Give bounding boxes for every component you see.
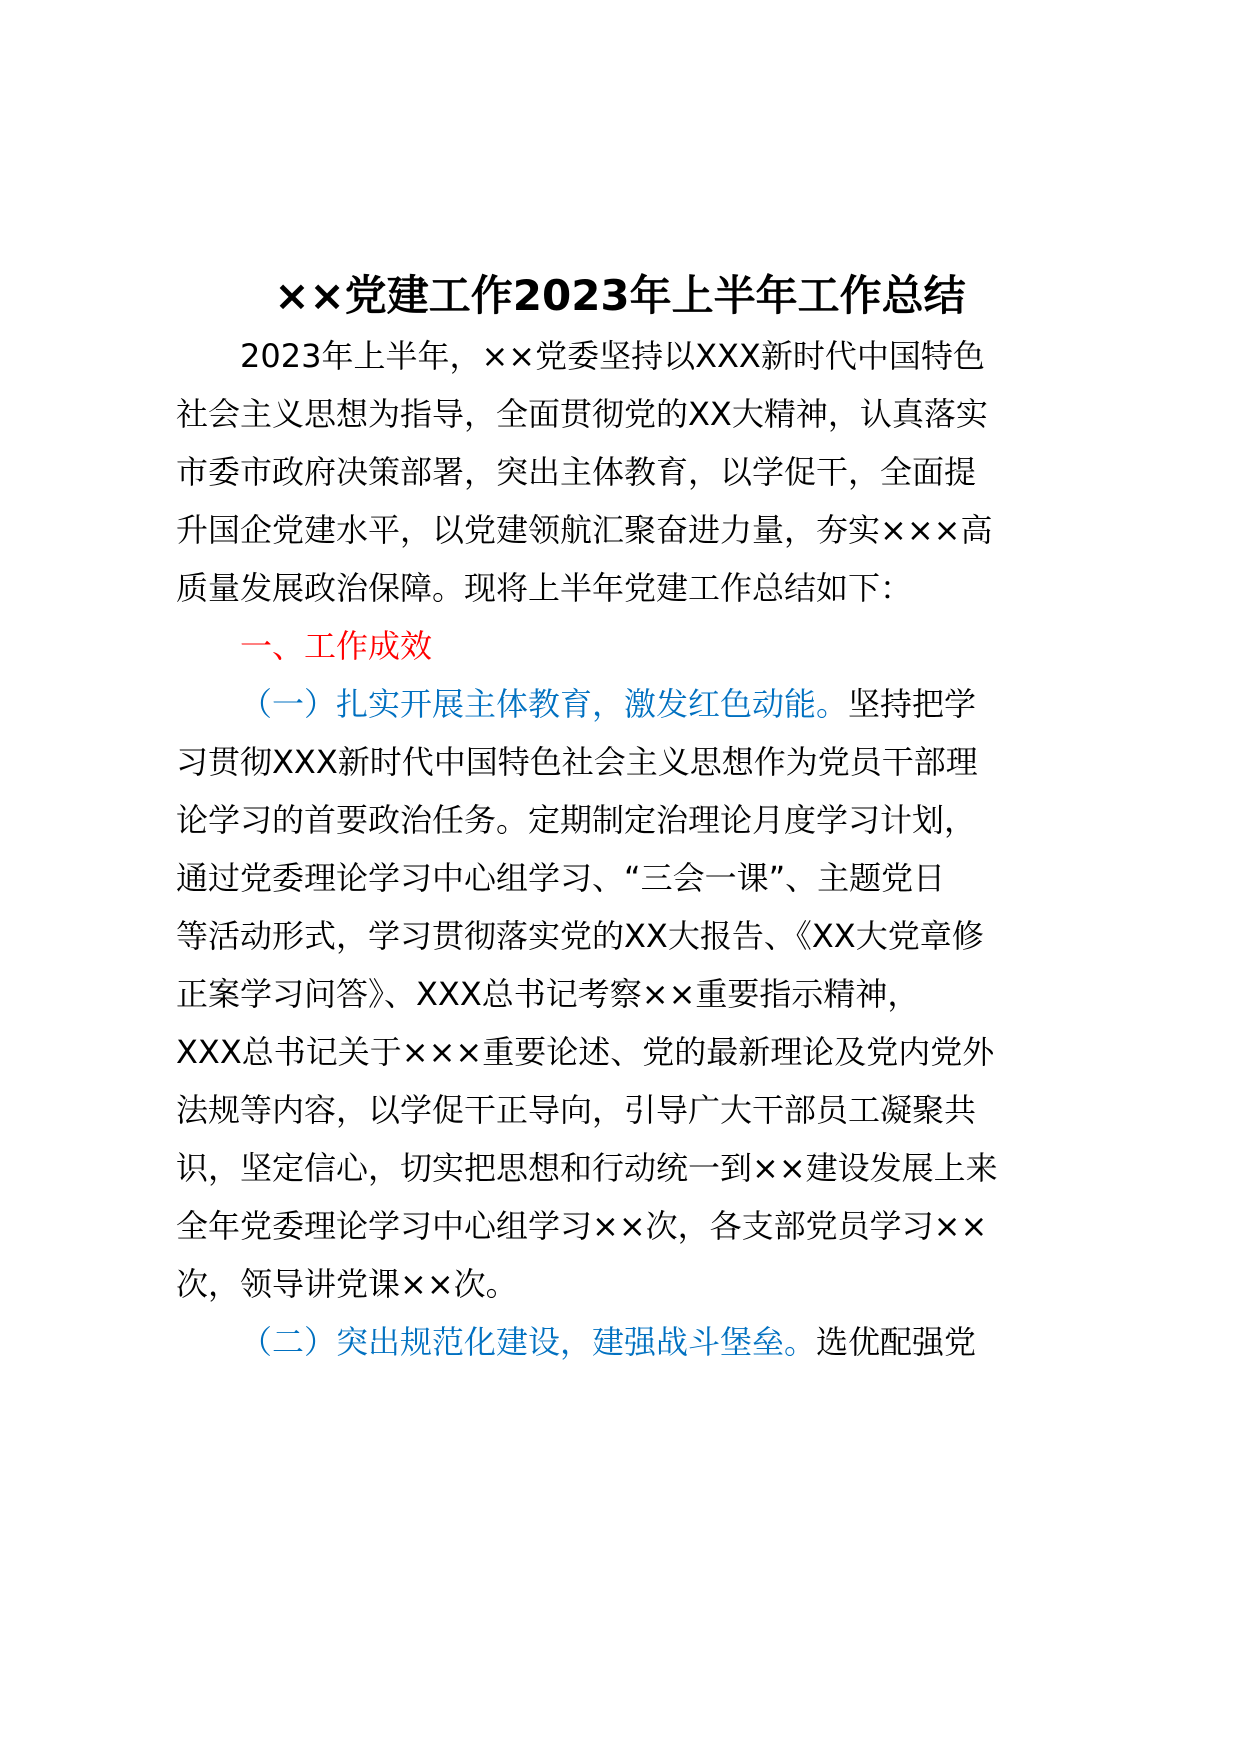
paragraph-line xyxy=(240,1320,976,1364)
paragraph-line: 次，领导讲党课××次。 xyxy=(176,1265,518,1303)
paragraph-text: 坚持把学 xyxy=(848,685,977,723)
paragraph-line: 正案学习问答》、XXX总书记考察××重要指示精神， xyxy=(176,975,920,1013)
paragraph-line: 通过党委理论学习中心组学习、“三会一课”、主题党日 xyxy=(176,859,946,897)
paragraph-line: 升国企党建水平，以党建领航汇聚奋进力量，夯实×××高 xyxy=(176,511,993,549)
paragraph-line: 2023年上半年，××党委坚持以XXX新时代中国特色 xyxy=(240,337,985,375)
section-heading: 一、工作成效 xyxy=(240,627,433,665)
paragraph-line: 市委市政府决策部署，突出主体教育，以学促干，全面提 xyxy=(176,453,977,491)
subsection-heading: （一）扎实开展主体教育，激发红色动能。 xyxy=(240,685,849,723)
paragraph-line: 识，坚定信心，切实把思想和行动统一到××建设发展上来 xyxy=(176,1149,998,1187)
paragraph-line: 法规等内容，以学促干正导向，引导广大干部员工凝聚共 xyxy=(176,1091,977,1129)
paragraph-line: 论学习的首要政治任务。定期制定治理论月度学习计划， xyxy=(176,801,977,839)
paragraph-line: 质量发展政治保障。现将上半年党建工作总结如下： xyxy=(176,569,913,607)
document-title: ××党建工作2023年上半年工作总结 xyxy=(274,271,966,320)
paragraph-line: XXX总书记关于×××重要论述、党的最新理论及党内党外 xyxy=(176,1033,995,1071)
paragraph-text: 选优配强党 xyxy=(816,1323,977,1361)
subsection-heading: （二）突出规范化建设，建强战斗堡垒。 xyxy=(240,1323,817,1361)
paragraph-line: 全年党委理论学习中心组学习××次，各支部党员学习×× xyxy=(176,1207,988,1245)
paragraph-line: 习贯彻XXX新时代中国特色社会主义思想作为党员干部理 xyxy=(176,743,978,781)
paragraph-line: 等活动形式，学习贯彻落实党的XX大报告、《XX大党章修 xyxy=(176,917,984,955)
paragraph-line: 社会主义思想为指导，全面贯彻党的XX大精神，认真落实 xyxy=(176,395,988,433)
paragraph-line xyxy=(240,682,976,726)
